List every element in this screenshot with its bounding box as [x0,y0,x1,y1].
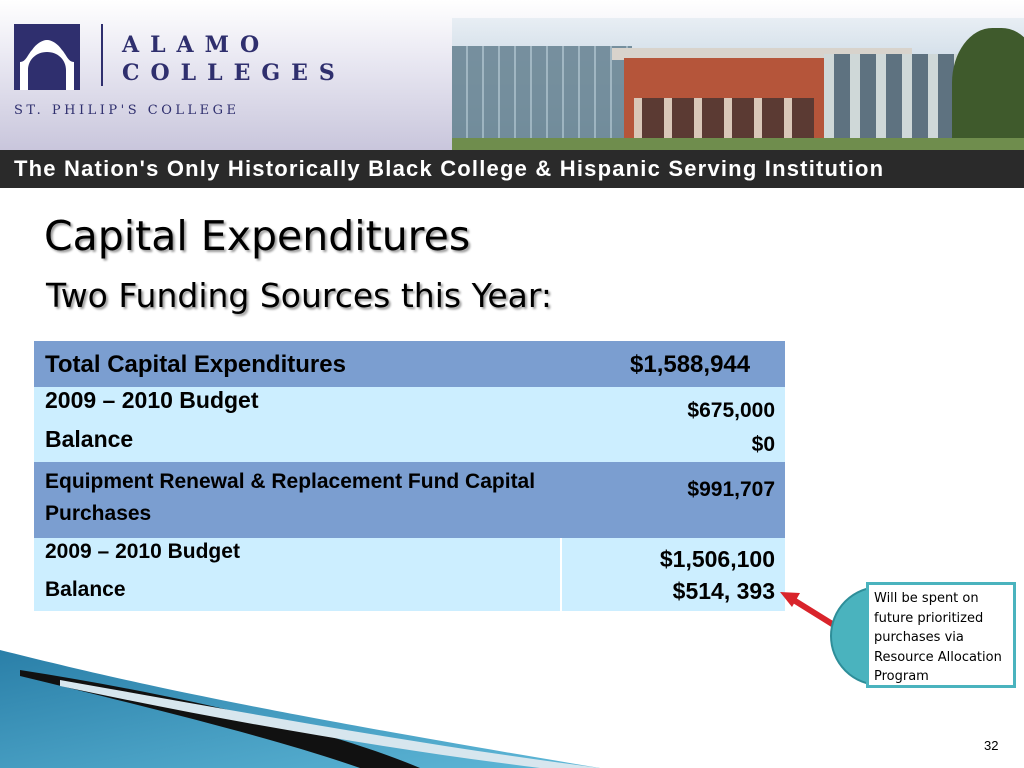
callout-line: Will be spent on [874,591,979,606]
slide-subtitle: Two Funding Sources this Year: [46,276,552,315]
header-banner [0,0,1024,150]
section1-balance-value: $0 [751,433,775,456]
callout-line: future prioritized [874,610,984,626]
section2-balance-label: Balance [45,578,126,601]
section2-budget-label: 2009 – 2010 Budget [45,540,240,563]
slide-title: Capital Expenditures [44,212,471,260]
tagline-bar: The Nation's Only Historically Black College & Hispanic Serving Institution [0,150,1024,188]
section2-budget-value: $1,506,100 [659,546,775,572]
decorative-swoosh [0,640,600,768]
equipment-label-line2: Purchases [45,502,152,525]
alamo-logo-icon [14,24,80,90]
total-value: $1,588,944 [630,351,751,378]
callout-line: purchases via [874,630,964,645]
logo-text-alamo: ALAMO [122,32,271,58]
logo-text-colleges: COLLEGES [122,60,346,86]
section2-balance-value: $514, 393 [672,578,775,604]
section1-balance-label: Balance [45,426,134,452]
campus-photo [452,18,1024,150]
mission-arch-icon [20,40,74,90]
equipment-label-line1: Equipment Renewal & Replacement Fund Capital [45,470,536,493]
college-name: ST. PHILIP'S COLLEGE [14,103,240,118]
callout-line: Program [874,669,929,684]
page-number: 32 [984,738,999,753]
callout-note [866,582,1016,688]
section1-budget-value: $675,000 [687,399,775,422]
logo-divider [101,24,103,86]
total-label: Total Capital Expenditures [45,351,346,378]
section1-budget-label: 2009 – 2010 Budget [45,387,259,413]
callout-line: Resource Allocation [874,649,1002,665]
equipment-value: $991,707 [687,478,775,501]
